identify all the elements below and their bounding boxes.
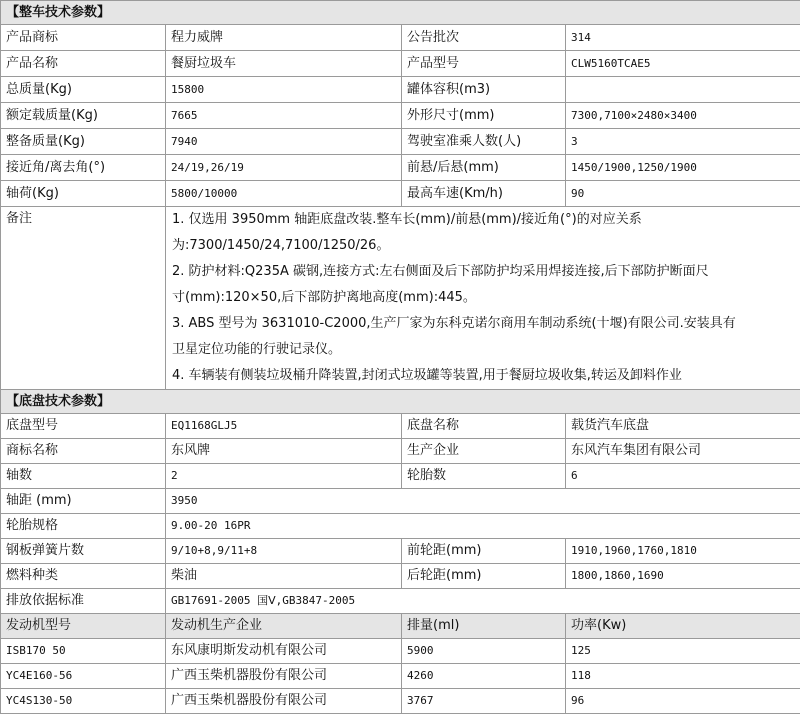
- table-cell: 118: [566, 664, 800, 689]
- table-row: [1, 129, 800, 155]
- field-value: 9/10+8,9/11+8: [166, 539, 402, 564]
- remark-line: 卫星定位功能的行驶记录仪。: [172, 342, 342, 357]
- table-row: [1, 414, 800, 439]
- field-label: 额定载质量(Kg): [1, 103, 166, 129]
- field-label: 排放依据标准: [1, 589, 166, 614]
- field-value: 餐厨垃圾车: [166, 51, 402, 77]
- field-label: 产品商标: [1, 25, 166, 51]
- field-value: 6: [566, 464, 800, 489]
- field-value: 5800/10000: [166, 181, 402, 207]
- remark-line: 2. 防护材料:Q235A 碳钢,连接方式:左右侧面及后下部防护均采用焊接连接,后下部防护断面尺: [172, 264, 709, 279]
- field-label: 整备质量(Kg): [1, 129, 166, 155]
- table-row: [1, 489, 800, 514]
- table-cell: 3767: [402, 689, 566, 714]
- field-label: 商标名称: [1, 439, 166, 464]
- table-cell: 125: [566, 639, 800, 664]
- column-header: 发动机型号: [1, 614, 166, 639]
- field-value: 15800: [166, 77, 402, 103]
- field-value: 程力威牌: [166, 25, 402, 51]
- table-row: [1, 539, 800, 564]
- field-label: 接近角/离去角(°): [1, 155, 166, 181]
- table-row: [1, 464, 800, 489]
- field-label: 底盘型号: [1, 414, 166, 439]
- table-row: [1, 514, 800, 539]
- field-value: 1800,1860,1690: [566, 564, 800, 589]
- table-cell: 广西玉柴机器股份有限公司: [166, 689, 402, 714]
- field-label: 最高车速(Km/h): [402, 181, 566, 207]
- field-label: 驾驶室准乘人数(人): [402, 129, 566, 155]
- field-value: 7665: [166, 103, 402, 129]
- table-row: [1, 181, 800, 207]
- table-row: [1, 155, 800, 181]
- field-label: 后轮距(mm): [402, 564, 566, 589]
- field-value: 载货汽车底盘: [566, 414, 800, 439]
- table-row: [1, 51, 800, 77]
- field-value: 3950: [166, 489, 800, 514]
- table-cell: 96: [566, 689, 800, 714]
- field-label: 生产企业: [402, 439, 566, 464]
- remark-line: 3. ABS 型号为 3631010-C2000,生产厂家为东科克诺尔商用车制动系统(十堰)有限公司.安装具有: [172, 316, 736, 331]
- table-cell: 4260: [402, 664, 566, 689]
- field-value: 314: [566, 25, 800, 51]
- field-label: 轴数: [1, 464, 166, 489]
- column-header: 发动机生产企业: [166, 614, 402, 639]
- table-cell: 5900: [402, 639, 566, 664]
- field-value: 7300,7100×2480×3400: [566, 103, 800, 129]
- field-value: 3: [566, 129, 800, 155]
- section-header-vehicle: [1, 1, 800, 25]
- table-cell: YC4S130-50: [1, 689, 166, 714]
- field-value: 2: [166, 464, 402, 489]
- field-value: 90: [566, 181, 800, 207]
- field-label: 前轮距(mm): [402, 539, 566, 564]
- field-label: 轴距 (mm): [1, 489, 166, 514]
- field-label: 总质量(Kg): [1, 77, 166, 103]
- table-row: [1, 589, 800, 614]
- field-label: 燃料种类: [1, 564, 166, 589]
- field-value: CLW5160TCAE5: [566, 51, 800, 77]
- column-header: 排量(ml): [402, 614, 566, 639]
- field-label: 外形尺寸(mm): [402, 103, 566, 129]
- field-value: 东风汽车集团有限公司: [566, 439, 800, 464]
- remark-line: 寸(mm):120×50,后下部防护离地高度(mm):445。: [172, 290, 476, 305]
- field-value: [566, 77, 800, 103]
- table-row: [1, 439, 800, 464]
- section-header-chassis: [1, 390, 800, 414]
- field-label: 轴荷(Kg): [1, 181, 166, 207]
- field-value: 东风牌: [166, 439, 402, 464]
- field-label: 产品名称: [1, 51, 166, 77]
- table-cell: ISB170 50: [1, 639, 166, 664]
- table-cell: 东风康明斯发动机有限公司: [166, 639, 402, 664]
- table-cell: YC4E160-56: [1, 664, 166, 689]
- engine-header-row: [1, 614, 800, 639]
- field-label: 产品型号: [402, 51, 566, 77]
- section-title: 【整车技术参数】: [1, 1, 800, 25]
- table-row: [1, 664, 800, 689]
- field-value: 柴油: [166, 564, 402, 589]
- field-value: 1910,1960,1760,1810: [566, 539, 800, 564]
- field-value: GB17691-2005 国Ⅴ,GB3847-2005: [166, 589, 800, 614]
- table-row: [1, 103, 800, 129]
- section-title: 【底盘技术参数】: [1, 390, 800, 414]
- field-value: 7940: [166, 129, 402, 155]
- remarks-row: [1, 207, 800, 390]
- field-label: 前悬/后悬(mm): [402, 155, 566, 181]
- field-value: 24/19,26/19: [166, 155, 402, 181]
- remarks-text: [166, 207, 800, 390]
- table-row: [1, 689, 800, 714]
- field-value: 1450/1900,1250/1900: [566, 155, 800, 181]
- field-label: 公告批次: [402, 25, 566, 51]
- column-header: 功率(Kw): [566, 614, 800, 639]
- field-label: 备注: [1, 207, 166, 390]
- remark-line: 4. 车辆装有侧装垃圾桶升降装置,封闭式垃圾罐等装置,用于餐厨垃圾收集,转运及卸料作业: [172, 368, 682, 383]
- field-label: 钢板弹簧片数: [1, 539, 166, 564]
- table-row: [1, 564, 800, 589]
- field-label: 轮胎数: [402, 464, 566, 489]
- field-label: 底盘名称: [402, 414, 566, 439]
- table-cell: 广西玉柴机器股份有限公司: [166, 664, 402, 689]
- table-row: [1, 77, 800, 103]
- table-row: [1, 25, 800, 51]
- remark-line: 1. 仅选用 3950mm 轴距底盘改装.整车长(mm)/前悬(mm)/接近角(°)的对应关系: [172, 212, 642, 227]
- field-label: 罐体容积(m3): [402, 77, 566, 103]
- field-value: 9.00-20 16PR: [166, 514, 800, 539]
- remark-line: 为:7300/1450/24,7100/1250/26。: [172, 238, 390, 253]
- table-row: [1, 639, 800, 664]
- field-value: EQ1168GLJ5: [166, 414, 402, 439]
- field-label: 轮胎规格: [1, 514, 166, 539]
